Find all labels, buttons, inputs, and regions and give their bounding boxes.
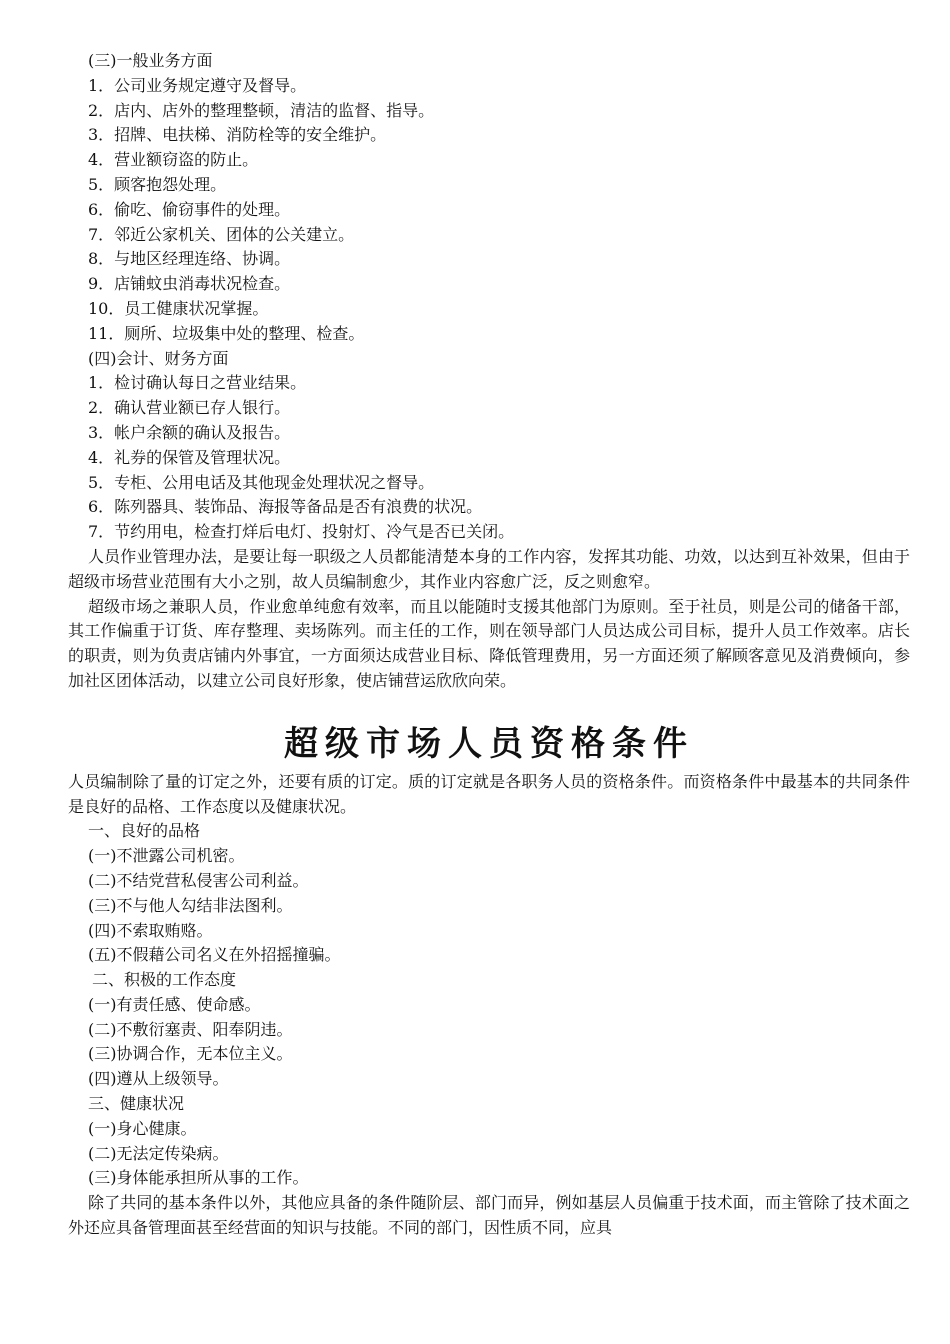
list-item: (三)身体能承担所从事的工作。 <box>88 1168 309 1188</box>
list-item: 2．确认营业额已存人银行。 <box>88 398 291 418</box>
body-paragraph: 人员作业管理办法，是要让每一职级之人员都能清楚本身的工作内容，发挥其功能、功效，以达到互补效果，但由于超级市场营业范围有大小之别，故人员编制愈少，其作业内容愈广泛，反之则愈窄。 <box>68 546 910 591</box>
list-item: (一)有责任感、使命感。 <box>88 994 261 1014</box>
list-item: (二)不结党营私侵害公司利益。 <box>88 870 309 890</box>
list-item: 7．邻近公家机关、团体的公关建立。 <box>88 224 355 244</box>
list-item: 6．偷吃、偷窃事件的处理。 <box>88 199 291 219</box>
list-item: 10．员工健康状况掌握。 <box>88 298 269 318</box>
section-heading: 一、良好的品格 <box>88 821 201 841</box>
list-item: 4．礼券的保管及管理状况。 <box>88 447 291 467</box>
list-item: 1．公司业务规定遵守及督导。 <box>88 75 307 95</box>
list-item: (一)不泄露公司机密。 <box>88 846 245 866</box>
qualification-attitude <box>68 968 910 1092</box>
list-item: 8．与地区经理连络、协调。 <box>88 249 291 269</box>
qualification-character <box>68 819 910 968</box>
list-item: 11．厕所、垃圾集中处的整理、检查。 <box>88 323 365 343</box>
list-item: (四)不索取贿赂。 <box>88 920 213 940</box>
list-item: (五)不假藉公司名义在外招摇撞骗。 <box>88 945 341 965</box>
list-item: (三)不与他人勾结非法图利。 <box>88 895 293 915</box>
intro-paragraph: 人员编制除了量的订定之外，还要有质的订定。质的订定就是各职务人员的资格条件。而资格条件中最基本的共同条件是良好的品格、工作态度以及健康状况。 <box>68 771 910 816</box>
list-item: (四)遵从上级领导。 <box>88 1069 229 1089</box>
section-heading: 二、积极的工作态度 <box>92 970 237 990</box>
closing-paragraph: 除了共同的基本条件以外，其他应具备的条件随阶层、部门而异，例如基层人员偏重于技术面，而主管除了技术面之外还应具备管理面甚至经营面的知识与技能。不同的部门，因性质不同，应具 <box>68 1193 910 1238</box>
body-paragraph: 超级市场之兼职人员，作业愈单纯愈有效率，而且以能随时支援其他部门为原则。至于社员，则是公司的储备干部，其工作偏重于订货、库存整理、卖场陈列。而主任的工作，则在领导部门人员达成公司目标，提升人员工作效率。店长的职责，则为负责店铺内外事宜，一方面须达成营业目标、降低管理费用，另一方面还须了解顾客意见及消费倾向，参加社区团体活动，以建立公司良好形象，使店铺营运欣欣向荣。 <box>68 596 910 690</box>
section-heading: (三)一般业务方面 <box>88 51 213 70</box>
section-general-business <box>68 49 910 347</box>
list-item: 7．节约用电，检查打烊后电灯、投射灯、冷气是否已关闭。 <box>88 522 515 542</box>
page-title: 超级市场人员资格条件 <box>284 723 694 764</box>
list-item: 9．店铺蚊虫消毒状况检查。 <box>88 274 291 294</box>
list-item: 3．帐户余额的确认及报告。 <box>88 422 291 442</box>
list-item: 5．专柜、公用电话及其他现金处理状况之督导。 <box>88 472 435 492</box>
list-item: (一)身心健康。 <box>88 1118 197 1138</box>
list-item: 2．店内、店外的整理整顿，清洁的监督、指导。 <box>88 100 435 120</box>
qualification-health <box>68 1092 910 1191</box>
list-item: 4．营业额窃盗的防止。 <box>88 150 259 170</box>
list-item: (二)不敷衍塞责、阳奉阴违。 <box>88 1019 293 1039</box>
list-item: 6．陈列器具、装饰品、海报等备品是否有浪费的状况。 <box>88 497 483 517</box>
list-item: (三)协调合作，无本位主义。 <box>88 1044 293 1064</box>
section-heading: 三、健康状况 <box>88 1094 185 1114</box>
list-item: (二)无法定传染病。 <box>88 1143 229 1163</box>
section-accounting <box>68 347 910 545</box>
list-item: 5．顾客抱怨处理。 <box>88 174 227 194</box>
section-heading: (四)会计、财务方面 <box>88 348 229 368</box>
list-item: 3．招牌、电扶梯、消防栓等的安全维护。 <box>88 125 387 145</box>
list-item: 1．检讨确认每日之营业结果。 <box>88 373 307 393</box>
